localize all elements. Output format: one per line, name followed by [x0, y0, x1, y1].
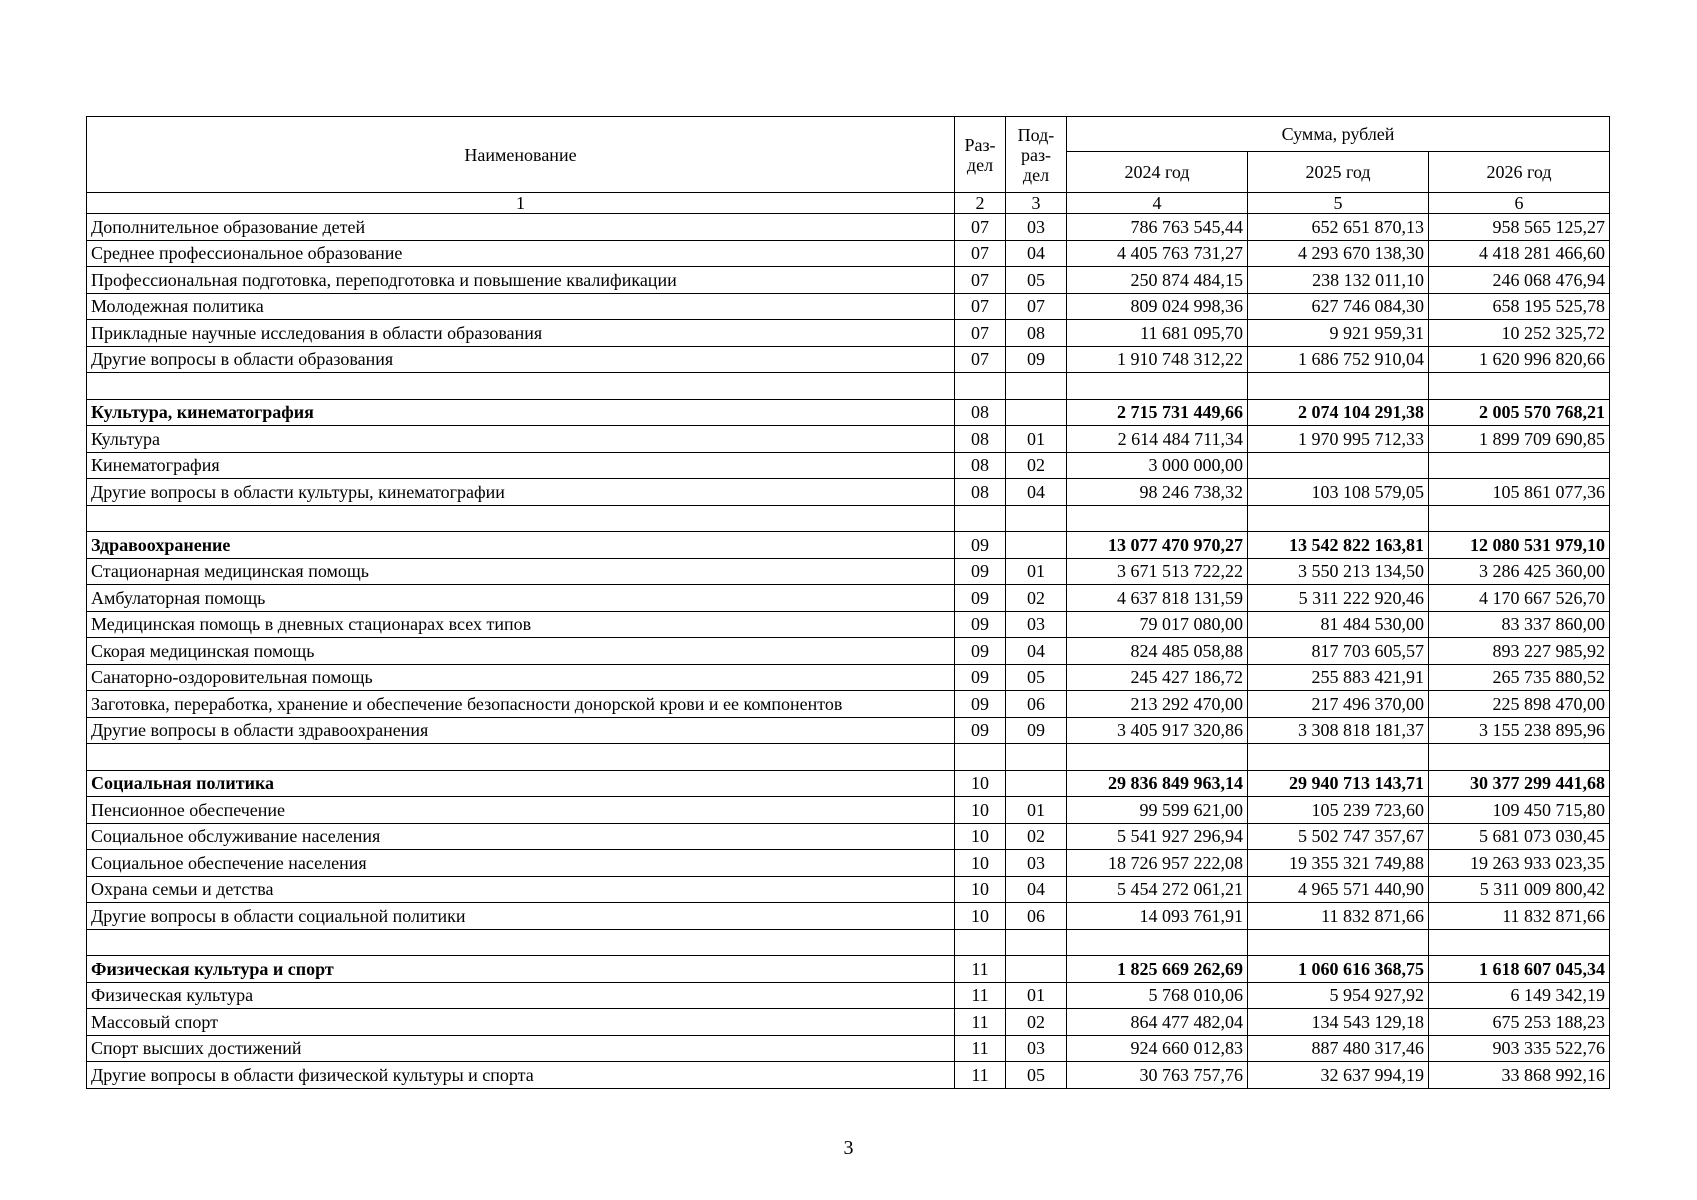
- table-row: [87, 850, 1610, 877]
- row-razdel: 07: [955, 240, 1006, 267]
- row-podrazdel: 07: [1006, 293, 1067, 320]
- table-body: [87, 214, 1610, 1089]
- row-amount-2026: 3 155 238 895,96: [1429, 717, 1610, 744]
- row-podrazdel: [1006, 929, 1067, 956]
- column-number-row: [87, 193, 1610, 214]
- row-razdel: 11: [955, 1009, 1006, 1036]
- header-year-2024: 2024 год: [1067, 152, 1248, 193]
- row-name: Другие вопросы в области физической культуры и спорта: [87, 1062, 955, 1089]
- row-podrazdel: 03: [1006, 214, 1067, 241]
- row-amount-2024: 5 454 272 061,21: [1067, 876, 1248, 903]
- row-name: Здравоохранение: [87, 532, 955, 559]
- row-amount-2025: 13 542 822 163,81: [1248, 532, 1429, 559]
- row-amount-2024: 30 763 757,76: [1067, 1062, 1248, 1089]
- row-razdel: 10: [955, 770, 1006, 797]
- row-razdel: [955, 929, 1006, 956]
- row-amount-2026: [1429, 929, 1610, 956]
- budget-table: [86, 116, 1610, 1089]
- row-podrazdel: 06: [1006, 691, 1067, 718]
- row-name: Социальное обслуживание населения: [87, 823, 955, 850]
- row-podrazdel: 05: [1006, 664, 1067, 691]
- row-podrazdel: [1006, 744, 1067, 771]
- row-amount-2024: 213 292 470,00: [1067, 691, 1248, 718]
- row-name: Социальное обеспечение населения: [87, 850, 955, 877]
- header-name: Наименование: [87, 117, 955, 193]
- table-row: [87, 1062, 1610, 1089]
- row-name: Заготовка, переработка, хранение и обеспечение безопасности донорской крови и ее компонентов: [87, 691, 955, 718]
- row-amount-2024: 98 246 738,32: [1067, 479, 1248, 506]
- row-podrazdel: 09: [1006, 717, 1067, 744]
- row-amount-2025: [1248, 373, 1429, 400]
- row-razdel: [955, 744, 1006, 771]
- header-podrazdel-line3: дел: [1022, 164, 1050, 185]
- row-name: Пенсионное обеспечение: [87, 797, 955, 824]
- row-podrazdel: 08: [1006, 320, 1067, 347]
- row-podrazdel: 09: [1006, 346, 1067, 373]
- row-amount-2024: 924 660 012,83: [1067, 1035, 1248, 1062]
- header-podrazdel: [1006, 117, 1067, 193]
- row-razdel: 09: [955, 664, 1006, 691]
- row-amount-2026: 1 618 607 045,34: [1429, 956, 1610, 983]
- table-header: [87, 117, 1610, 214]
- table-row: [87, 797, 1610, 824]
- row-amount-2026: 265 735 880,52: [1429, 664, 1610, 691]
- row-name: Спорт высших достижений: [87, 1035, 955, 1062]
- row-name: Культура: [87, 426, 955, 453]
- row-amount-2026: [1429, 505, 1610, 532]
- row-podrazdel: 03: [1006, 850, 1067, 877]
- row-name: Санаторно-оздоровительная помощь: [87, 664, 955, 691]
- row-amount-2026: 903 335 522,76: [1429, 1035, 1610, 1062]
- row-name: [87, 373, 955, 400]
- header-podrazdel-line1: Под-: [1017, 124, 1055, 145]
- table-row: [87, 452, 1610, 479]
- row-amount-2024: 4 405 763 731,27: [1067, 240, 1248, 267]
- table-row: [87, 638, 1610, 665]
- row-name: Среднее профессиональное образование: [87, 240, 955, 267]
- table-row: [87, 505, 1610, 532]
- row-amount-2026: 246 068 476,94: [1429, 267, 1610, 294]
- row-amount-2025: 5 954 927,92: [1248, 982, 1429, 1009]
- row-name: Другие вопросы в области образования: [87, 346, 955, 373]
- row-name: Скорая медицинская помощь: [87, 638, 955, 665]
- row-podrazdel: 01: [1006, 982, 1067, 1009]
- row-razdel: 11: [955, 956, 1006, 983]
- row-amount-2024: 245 427 186,72: [1067, 664, 1248, 691]
- header-year-2026: 2026 год: [1429, 152, 1610, 193]
- column-number: 4: [1067, 193, 1248, 214]
- row-razdel: 08: [955, 426, 1006, 453]
- row-podrazdel: 03: [1006, 1035, 1067, 1062]
- row-name: Кинематография: [87, 452, 955, 479]
- row-amount-2026: [1429, 373, 1610, 400]
- row-amount-2025: 1 970 995 712,33: [1248, 426, 1429, 453]
- row-name: Стационарная медицинская помощь: [87, 558, 955, 585]
- row-podrazdel: 02: [1006, 585, 1067, 612]
- row-amount-2024: [1067, 505, 1248, 532]
- row-amount-2024: [1067, 373, 1248, 400]
- row-amount-2025: [1248, 929, 1429, 956]
- row-amount-2024: 79 017 080,00: [1067, 611, 1248, 638]
- table-row: [87, 1009, 1610, 1036]
- table-row: [87, 346, 1610, 373]
- row-amount-2026: 4 170 667 526,70: [1429, 585, 1610, 612]
- row-amount-2024: 5 541 927 296,94: [1067, 823, 1248, 850]
- table-row: [87, 691, 1610, 718]
- row-name: Амбулаторная помощь: [87, 585, 955, 612]
- table-row: [87, 717, 1610, 744]
- row-razdel: [955, 505, 1006, 532]
- row-podrazdel: 02: [1006, 452, 1067, 479]
- row-amount-2026: 1 899 709 690,85: [1429, 426, 1610, 453]
- table-row: [87, 293, 1610, 320]
- row-amount-2024: 3 405 917 320,86: [1067, 717, 1248, 744]
- row-amount-2026: 5 681 073 030,45: [1429, 823, 1610, 850]
- row-name: Другие вопросы в области здравоохранения: [87, 717, 955, 744]
- row-podrazdel: 01: [1006, 797, 1067, 824]
- row-razdel: 11: [955, 982, 1006, 1009]
- row-razdel: 07: [955, 293, 1006, 320]
- row-amount-2024: [1067, 929, 1248, 956]
- row-amount-2024: 2 614 484 711,34: [1067, 426, 1248, 453]
- row-podrazdel: 02: [1006, 823, 1067, 850]
- row-amount-2025: 81 484 530,00: [1248, 611, 1429, 638]
- row-razdel: 09: [955, 691, 1006, 718]
- row-podrazdel: 03: [1006, 611, 1067, 638]
- row-razdel: 09: [955, 611, 1006, 638]
- table-row: [87, 611, 1610, 638]
- row-amount-2024: 14 093 761,91: [1067, 903, 1248, 930]
- table-row: [87, 558, 1610, 585]
- row-amount-2025: 238 132 011,10: [1248, 267, 1429, 294]
- row-amount-2024: 11 681 095,70: [1067, 320, 1248, 347]
- column-number: 5: [1248, 193, 1429, 214]
- row-amount-2025: 4 293 670 138,30: [1248, 240, 1429, 267]
- row-razdel: 08: [955, 452, 1006, 479]
- row-amount-2025: 105 239 723,60: [1248, 797, 1429, 824]
- section-total-row: [87, 956, 1610, 983]
- row-razdel: 07: [955, 214, 1006, 241]
- row-amount-2025: 9 921 959,31: [1248, 320, 1429, 347]
- row-amount-2024: 4 637 818 131,59: [1067, 585, 1248, 612]
- row-razdel: 09: [955, 638, 1006, 665]
- row-razdel: 07: [955, 346, 1006, 373]
- table-row: [87, 929, 1610, 956]
- row-amount-2024: 250 874 484,15: [1067, 267, 1248, 294]
- row-amount-2025: 134 543 129,18: [1248, 1009, 1429, 1036]
- table-row: [87, 664, 1610, 691]
- row-podrazdel: 02: [1006, 1009, 1067, 1036]
- table-row: [87, 876, 1610, 903]
- row-amount-2024: 1 825 669 262,69: [1067, 956, 1248, 983]
- row-amount-2025: 1 060 616 368,75: [1248, 956, 1429, 983]
- row-razdel: 08: [955, 399, 1006, 426]
- row-name: Профессиональная подготовка, переподготовка и повышение квалификации: [87, 267, 955, 294]
- row-podrazdel: [1006, 770, 1067, 797]
- row-amount-2025: 3 308 818 181,37: [1248, 717, 1429, 744]
- table-row: [87, 1035, 1610, 1062]
- table-row: [87, 982, 1610, 1009]
- row-razdel: 09: [955, 717, 1006, 744]
- row-podrazdel: 04: [1006, 876, 1067, 903]
- row-razdel: 11: [955, 1062, 1006, 1089]
- row-razdel: 07: [955, 320, 1006, 347]
- row-amount-2025: 255 883 421,91: [1248, 664, 1429, 691]
- table-row: [87, 823, 1610, 850]
- row-amount-2025: [1248, 452, 1429, 479]
- column-number: 2: [955, 193, 1006, 214]
- table-row: [87, 214, 1610, 241]
- row-amount-2024: 3 671 513 722,22: [1067, 558, 1248, 585]
- row-amount-2024: 13 077 470 970,27: [1067, 532, 1248, 559]
- row-razdel: 10: [955, 903, 1006, 930]
- row-amount-2025: 887 480 317,46: [1248, 1035, 1429, 1062]
- row-amount-2024: 99 599 621,00: [1067, 797, 1248, 824]
- row-amount-2026: 5 311 009 800,42: [1429, 876, 1610, 903]
- row-name: Молодежная политика: [87, 293, 955, 320]
- row-amount-2025: 29 940 713 143,71: [1248, 770, 1429, 797]
- row-razdel: 10: [955, 850, 1006, 877]
- header-razdel: [955, 117, 1006, 193]
- row-amount-2024: 864 477 482,04: [1067, 1009, 1248, 1036]
- row-amount-2026: 2 005 570 768,21: [1429, 399, 1610, 426]
- row-amount-2026: [1429, 744, 1610, 771]
- row-name: Медицинская помощь в дневных стационарах всех типов: [87, 611, 955, 638]
- row-amount-2026: [1429, 452, 1610, 479]
- row-amount-2025: 103 108 579,05: [1248, 479, 1429, 506]
- column-number: 3: [1006, 193, 1067, 214]
- row-name: Дополнительное образование детей: [87, 214, 955, 241]
- section-total-row: [87, 770, 1610, 797]
- row-name: Прикладные научные исследования в области образования: [87, 320, 955, 347]
- table-row: [87, 903, 1610, 930]
- row-podrazdel: [1006, 373, 1067, 400]
- table-row: [87, 479, 1610, 506]
- table-row: [87, 426, 1610, 453]
- row-amount-2024: 786 763 545,44: [1067, 214, 1248, 241]
- row-amount-2024: [1067, 744, 1248, 771]
- row-podrazdel: [1006, 956, 1067, 983]
- row-name: Физическая культура и спорт: [87, 956, 955, 983]
- row-razdel: [955, 373, 1006, 400]
- row-amount-2026: 4 418 281 466,60: [1429, 240, 1610, 267]
- table-row: [87, 585, 1610, 612]
- header-year-2025: 2025 год: [1248, 152, 1429, 193]
- row-amount-2026: 12 080 531 979,10: [1429, 532, 1610, 559]
- row-razdel: 08: [955, 479, 1006, 506]
- header-razdel-line2: дел: [966, 154, 994, 175]
- section-total-row: [87, 532, 1610, 559]
- row-amount-2024: 18 726 957 222,08: [1067, 850, 1248, 877]
- row-name: Другие вопросы в области культуры, кинематографии: [87, 479, 955, 506]
- row-name: Массовый спорт: [87, 1009, 955, 1036]
- column-number: 6: [1429, 193, 1610, 214]
- row-amount-2025: 1 686 752 910,04: [1248, 346, 1429, 373]
- row-amount-2024: 5 768 010,06: [1067, 982, 1248, 1009]
- row-amount-2026: 109 450 715,80: [1429, 797, 1610, 824]
- table-row: [87, 744, 1610, 771]
- row-podrazdel: [1006, 505, 1067, 532]
- row-amount-2026: 675 253 188,23: [1429, 1009, 1610, 1036]
- row-podrazdel: 05: [1006, 1062, 1067, 1089]
- row-podrazdel: 04: [1006, 638, 1067, 665]
- table-row: [87, 267, 1610, 294]
- column-number: 1: [87, 193, 955, 214]
- row-name: Социальная политика: [87, 770, 955, 797]
- row-name: [87, 929, 955, 956]
- row-amount-2025: 2 074 104 291,38: [1248, 399, 1429, 426]
- row-razdel: 09: [955, 558, 1006, 585]
- row-amount-2026: 33 868 992,16: [1429, 1062, 1610, 1089]
- row-amount-2025: 5 502 747 357,67: [1248, 823, 1429, 850]
- table-row: [87, 240, 1610, 267]
- row-amount-2025: 19 355 321 749,88: [1248, 850, 1429, 877]
- table-row: [87, 373, 1610, 400]
- row-podrazdel: 04: [1006, 479, 1067, 506]
- row-amount-2026: 105 861 077,36: [1429, 479, 1610, 506]
- row-amount-2026: 83 337 860,00: [1429, 611, 1610, 638]
- row-name: Другие вопросы в области социальной политики: [87, 903, 955, 930]
- row-amount-2026: 11 832 871,66: [1429, 903, 1610, 930]
- row-amount-2026: 30 377 299 441,68: [1429, 770, 1610, 797]
- row-amount-2024: 809 024 998,36: [1067, 293, 1248, 320]
- row-amount-2024: 2 715 731 449,66: [1067, 399, 1248, 426]
- row-amount-2026: 6 149 342,19: [1429, 982, 1610, 1009]
- row-amount-2024: 1 910 748 312,22: [1067, 346, 1248, 373]
- row-podrazdel: 01: [1006, 558, 1067, 585]
- section-total-row: [87, 399, 1610, 426]
- header-podrazdel-line2: раз-: [1020, 144, 1052, 165]
- row-amount-2026: 10 252 325,72: [1429, 320, 1610, 347]
- row-name: [87, 744, 955, 771]
- row-amount-2025: [1248, 744, 1429, 771]
- row-razdel: 09: [955, 585, 1006, 612]
- row-name: Физическая культура: [87, 982, 955, 1009]
- row-name: Культура, кинематография: [87, 399, 955, 426]
- row-amount-2026: 958 565 125,27: [1429, 214, 1610, 241]
- row-podrazdel: 01: [1006, 426, 1067, 453]
- row-podrazdel: [1006, 399, 1067, 426]
- row-amount-2026: 1 620 996 820,66: [1429, 346, 1610, 373]
- row-amount-2026: 3 286 425 360,00: [1429, 558, 1610, 585]
- header-sum: Сумма, рублей: [1067, 117, 1610, 152]
- row-razdel: 11: [955, 1035, 1006, 1062]
- page-number: 3: [843, 1137, 854, 1159]
- row-amount-2026: 893 227 985,92: [1429, 638, 1610, 665]
- row-amount-2025: 652 651 870,13: [1248, 214, 1429, 241]
- row-podrazdel: 05: [1006, 267, 1067, 294]
- row-amount-2025: 4 965 571 440,90: [1248, 876, 1429, 903]
- row-amount-2025: 32 637 994,19: [1248, 1062, 1429, 1089]
- row-podrazdel: 06: [1006, 903, 1067, 930]
- row-amount-2026: 225 898 470,00: [1429, 691, 1610, 718]
- row-amount-2025: [1248, 505, 1429, 532]
- row-amount-2025: 817 703 605,57: [1248, 638, 1429, 665]
- header-razdel-line1: Раз-: [964, 134, 996, 155]
- row-amount-2026: 19 263 933 023,35: [1429, 850, 1610, 877]
- row-razdel: 07: [955, 267, 1006, 294]
- row-amount-2025: 3 550 213 134,50: [1248, 558, 1429, 585]
- row-razdel: 10: [955, 823, 1006, 850]
- row-amount-2025: 5 311 222 920,46: [1248, 585, 1429, 612]
- row-amount-2025: 11 832 871,66: [1248, 903, 1429, 930]
- row-podrazdel: 04: [1006, 240, 1067, 267]
- row-amount-2026: 658 195 525,78: [1429, 293, 1610, 320]
- row-razdel: 10: [955, 797, 1006, 824]
- row-razdel: 10: [955, 876, 1006, 903]
- row-podrazdel: [1006, 532, 1067, 559]
- row-amount-2025: 217 496 370,00: [1248, 691, 1429, 718]
- row-name: [87, 505, 955, 532]
- row-amount-2025: 627 746 084,30: [1248, 293, 1429, 320]
- row-amount-2024: 3 000 000,00: [1067, 452, 1248, 479]
- row-name: Охрана семьи и детства: [87, 876, 955, 903]
- table-row: [87, 320, 1610, 347]
- row-razdel: 09: [955, 532, 1006, 559]
- row-amount-2024: 29 836 849 963,14: [1067, 770, 1248, 797]
- row-amount-2024: 824 485 058,88: [1067, 638, 1248, 665]
